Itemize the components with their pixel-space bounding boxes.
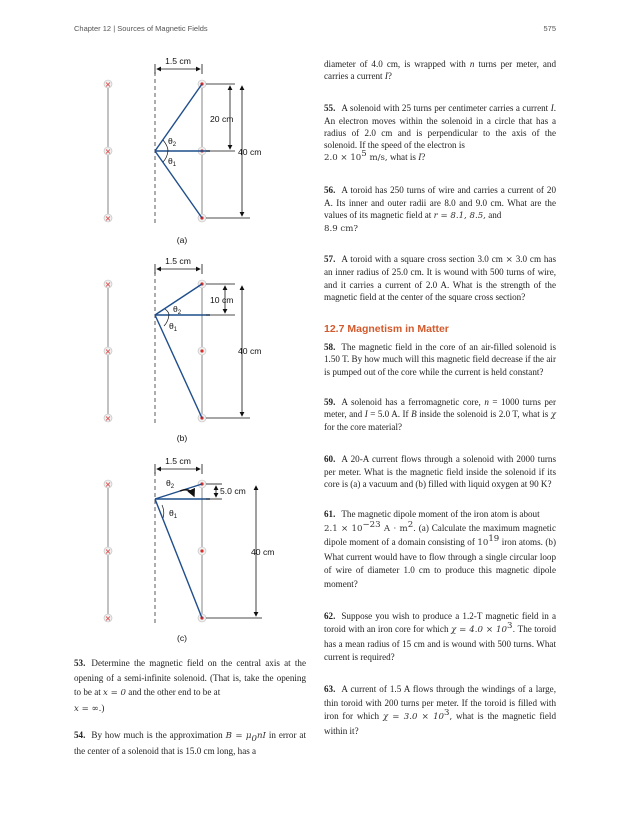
svg-text:×: ×	[104, 614, 112, 623]
side-dimension-label: 20 cm	[210, 114, 234, 124]
problem-62	[324, 610, 556, 665]
ray-bottom	[155, 315, 202, 418]
math-var: I	[364, 409, 368, 420]
math-superscript: 2	[407, 519, 414, 530]
panel-a-caption: (a)	[176, 235, 188, 245]
panel-a	[104, 56, 261, 245]
theta1-label: θ	[169, 508, 174, 518]
svg-text:×: ×	[104, 147, 112, 156]
problem-text: in error at the center of a solenoid that is 15.0 cm long, has a	[74, 730, 306, 756]
math-var: I	[384, 71, 388, 82]
math-var: I	[550, 103, 554, 114]
math-expr: nI	[256, 731, 266, 742]
problem-number: 59.	[324, 396, 336, 407]
ray-bottom	[155, 151, 202, 218]
total-dimension-label: 40 cm	[238, 346, 262, 356]
problem-text: A 20-A current flows through a solenoid with 2000 turns per meter. What is the magnetic field inside the solenoid if its core is (a) a vacuum and (b) filled with liquid oxygen at 90 K?	[324, 454, 556, 489]
svg-text:×: ×	[104, 547, 112, 556]
problem-text: ?	[421, 152, 426, 163]
math-expr: A · m	[380, 523, 408, 534]
math-expr: χ = 3.0 × 10	[382, 712, 445, 723]
math-superscript: 3	[444, 708, 450, 719]
svg-text:×: ×	[104, 80, 112, 89]
problem-text: (a) Calculate the maximum magnetic dipole moment of a domain consisting of	[324, 522, 556, 548]
total-dimension-label: 40 cm	[251, 547, 275, 557]
problem-text: and the other end to be at	[126, 687, 221, 698]
theta1-subscript: 1	[173, 327, 178, 333]
svg-text:×: ×	[104, 280, 112, 289]
problem-number: 63.	[324, 684, 336, 695]
ray-bottom	[155, 499, 202, 618]
math-expr: 8.9 cm?	[324, 224, 358, 235]
theta1-subscript: 1	[173, 514, 178, 520]
problem-60	[324, 453, 556, 490]
problem-text: The toroid has a mean radius of 15 cm and is wound with 500 turns. What current is required?	[324, 624, 556, 663]
svg-text:θ1	[169, 508, 178, 520]
problem-number: 56.	[324, 185, 336, 196]
theta2-subscript: 2	[177, 310, 182, 316]
theta2-subscript: 2	[172, 142, 177, 148]
ray-top	[155, 484, 202, 499]
math-var: χ	[550, 410, 556, 421]
problem-57	[324, 253, 556, 303]
problem-text: what is	[387, 152, 419, 163]
math-expr: .	[512, 625, 516, 636]
svg-text:×: ×	[104, 480, 112, 489]
side-dimension-label: 5.0 cm	[220, 486, 246, 496]
problem-text: )	[101, 702, 105, 713]
math-expr: 10	[477, 538, 489, 549]
theta1-subscript: 1	[172, 162, 177, 168]
math-superscript: 19	[488, 534, 500, 545]
problem-55	[324, 102, 556, 164]
problem-number: 58.	[324, 342, 336, 353]
math-subscript: 0	[251, 734, 257, 745]
svg-text:θ1	[168, 156, 177, 168]
problem-text: A toroid has 250 turns of wire and carries a current of 20 A. Its inner and outer radii are 8.0 and 9.0 cm. What are the values of its magnetic field at	[324, 185, 556, 220]
problem-54	[74, 728, 306, 758]
svg-text:θ2	[173, 304, 182, 316]
problem-text: A current of 1.5 A flows through the windings of a large, thin toroid with 200 turns per meter. If the toroid is filled with iron for which	[324, 684, 556, 722]
figure-svg	[70, 50, 310, 650]
problem-text: for the core material?	[324, 422, 403, 433]
problem-text: A solenoid with 25 turns per centimeter carries a current	[341, 103, 551, 114]
math-expr: x = 0	[103, 688, 127, 699]
math-var: n	[484, 396, 489, 407]
problem-text: = 5.0 A. If	[367, 409, 412, 420]
problem-text: Suppose you wish to produce a 1.2-T magnetic field in a toroid with an iron core for which	[324, 610, 556, 635]
panel-b	[104, 256, 261, 443]
problem-61	[324, 508, 556, 592]
panel-c	[104, 456, 274, 643]
problem-text: A toroid with a square cross section 3.0 cm	[341, 254, 506, 265]
math-var: n	[469, 59, 475, 69]
theta2-label: θ	[166, 478, 171, 488]
math-expr: x = ∞.	[74, 703, 102, 714]
math-var: B	[411, 409, 417, 420]
math-expr: r = 8.1, 8.5,	[433, 210, 486, 221]
math-superscript: −23	[362, 519, 381, 530]
top-dimension-label: 1.5 cm	[165, 56, 191, 66]
problem-text: iron atoms. (b) What current would have to flow through a single circular loop of wire of diameter 1.0 cm to produce this magnetic dipole moment?	[324, 537, 556, 590]
svg-text:×: ×	[104, 414, 112, 423]
math-expr: ×	[505, 255, 513, 266]
top-dimension-label: 1.5 cm	[165, 256, 191, 266]
math-superscript: 5	[361, 149, 367, 160]
problem-text: Determine the magnetic field on the central axis at the opening of a semi-infinite solenoid. (That is, take the opening to be at	[74, 658, 306, 698]
problem-59	[324, 396, 556, 434]
problem-58	[324, 341, 556, 378]
problem-text: turns per meter, and carries a current	[324, 59, 556, 82]
solenoid-figure	[70, 50, 310, 650]
problem-number: 55.	[324, 103, 336, 114]
svg-text:θ2	[166, 478, 175, 490]
problem-text: By how much is the approximation	[91, 730, 226, 741]
math-expr: .	[413, 523, 416, 534]
math-expr: ,	[449, 712, 453, 723]
problem-text: . An electron moves within the solenoid in a circle that has a radius of 2.0 cm and is perpendicular to the axis of the solenoid. If the speed of the electron is	[324, 103, 556, 151]
problem-number: 61.	[324, 509, 336, 520]
math-expr: m/s,	[366, 153, 388, 164]
right-column	[324, 58, 556, 750]
problem-number: 54.	[74, 730, 86, 741]
problem-number: 60.	[324, 454, 336, 465]
problem-number: 62.	[324, 610, 336, 621]
math-expr: χ = 4.0 × 10	[450, 625, 507, 636]
svg-text:θ1	[169, 321, 178, 333]
left-column	[74, 656, 306, 771]
problem-63	[324, 683, 556, 738]
page-header	[74, 24, 556, 38]
panel-c-caption: (c)	[176, 633, 188, 643]
problem-text: The magnetic field in the core of an air-filled solenoid is 1.50 T. By how much will this magnetic field decrease if the air is pumped out of the core while the current is held constant?	[324, 342, 556, 377]
theta1-label: θ	[169, 321, 174, 331]
theta2-subscript: 2	[170, 484, 175, 490]
math-expr: 2.1 × 10	[324, 523, 363, 534]
svg-text:×: ×	[104, 347, 112, 356]
math-superscript: 3	[506, 621, 513, 632]
section-heading: 12.7 Magnetism in Matter	[324, 323, 449, 336]
problem-text: The magnetic dipole moment of the iron atom is about	[341, 509, 540, 520]
theta1-label: θ	[168, 156, 173, 166]
problem-56	[324, 184, 556, 235]
theta2-label: θ	[173, 304, 178, 314]
problem-53	[74, 656, 306, 716]
svg-text:×: ×	[104, 214, 112, 223]
problem-continuation	[324, 58, 556, 82]
total-dimension-label: 40 cm	[238, 147, 262, 157]
ray-top	[155, 84, 202, 151]
top-dimension-label: 1.5 cm	[165, 456, 191, 466]
problem-number: 53.	[74, 658, 86, 668]
problem-text: diameter of 4.0 cm, is wrapped with	[324, 59, 470, 69]
problem-text: 3.0 cm has an inner radius of 25.0 cm. It is wound with 500 turns of wire, and it carries a current of 2.0 A. What is the strength of the magnetic field at the center of the square cross section?	[324, 254, 557, 302]
svg-text:θ2	[168, 136, 177, 148]
problem-text: A solenoid has a ferromagnetic core,	[341, 396, 485, 407]
panel-b-caption: (b)	[176, 433, 188, 443]
theta2-label: θ	[168, 136, 173, 146]
problem-number: 57.	[324, 254, 336, 265]
problem-text: and	[485, 209, 502, 220]
math-expr: 2.0 × 10	[324, 153, 362, 164]
problem-text: what is the magnetic field within it?	[324, 711, 557, 736]
problem-text: inside the solenoid is 2.0 T, what is	[416, 409, 551, 420]
problem-text: ?	[387, 71, 392, 82]
chapter-title: Chapter 12 | Sources of Magnetic Fields	[74, 24, 208, 33]
problem-text: = 1000 turns per meter, and	[324, 396, 556, 420]
math-expr: B = μ	[225, 731, 252, 742]
side-dimension-label: 10 cm	[210, 295, 234, 305]
page-number: 575	[543, 24, 556, 33]
math-var: I	[418, 152, 422, 163]
